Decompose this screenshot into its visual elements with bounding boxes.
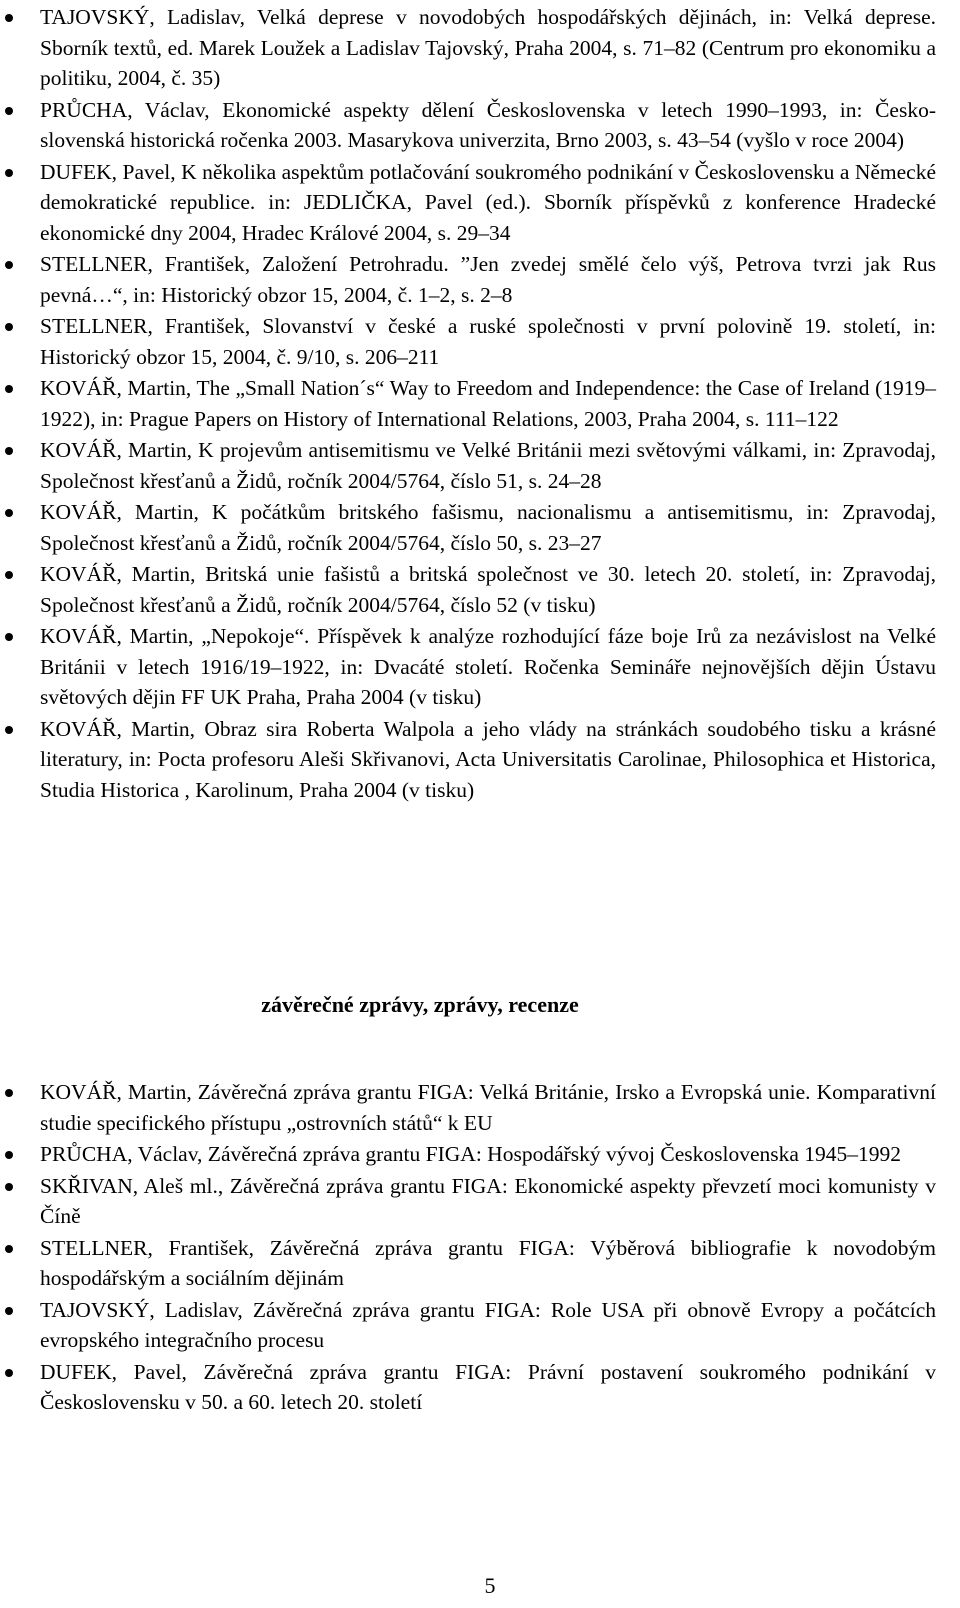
bullet-icon [5,1183,13,1191]
list-item [0,95,936,156]
list-item-text: PRŮCHA, Václav, Ekonomické aspekty dělení Československa v letech 1990–1993, in: Česko-slovenská historická ročenka 2003. Masarykova univerzita, Brno 2003, s. 43–54 (vyšlo v roce 2004) [40,97,936,152]
page-number: 5 [484,1573,496,1598]
bullet-icon [5,1089,13,1097]
list-item [0,311,936,372]
list-item-text: KOVÁŘ, Martin, K počátkům britského fašismu, nacionalismu a antisemitismu, in: Zpravodaj, Společnost křesťanů a Židů, ročník 2004/5764, číslo 50, s. 23–27 [40,500,936,555]
bullet-icon [5,385,13,393]
bullet-icon [5,509,13,517]
bullet-icon [5,1245,13,1253]
list-item [0,373,936,434]
bullet-icon [5,1369,13,1377]
bullet-icon [5,1307,13,1315]
bullet-icon [5,633,13,641]
bullet-icon [5,14,13,22]
list-item [0,1171,936,1232]
bullet-icon [5,447,13,455]
list-item [0,497,936,558]
list-item-text: SKŘIVAN, Aleš ml., Závěrečná zpráva grantu FIGA: Ekonomické aspekty převzetí moci komunisty v Číně [40,1173,936,1228]
bullet-icon [5,323,13,331]
list-item [0,714,936,806]
bullet-icon [5,169,13,177]
list-item [0,2,936,94]
list-item-text: PRŮCHA, Václav, Závěrečná zpráva grantu FIGA: Hospodářský vývoj Československa 1945–1992 [40,1142,902,1166]
list-item-text: DUFEK, Pavel, Závěrečná zpráva grantu FIGA: Právní postavení soukromého podnikání v Československu v 50. a 60. letech 20. století [40,1359,936,1414]
reports-list [0,1077,960,1419]
list-item-text: TAJOVSKÝ, Ladislav, Závěrečná zpráva grantu FIGA: Role USA při obnově Evropy a počátcích evropského integračního procesu [40,1297,936,1352]
list-item-text: STELLNER, František, Závěrečná zpráva grantu FIGA: Výběrová bibliografie k novodobým hospodářským a sociálním dějinám [40,1235,936,1290]
list-item [0,1139,936,1170]
list-item-text: KOVÁŘ, Martin, „Nepokoje“. Příspěvek k analýze rozhodující fáze boje Irů za nezávislost na Velké Británii v letech 1916/19–1922, in: Dvacáté století. Ročenka Semináře nejnovějších dějin Ústavu světových dějin FF UK Praha, Praha 2004 (v tisku) [40,624,936,709]
list-item [0,1295,936,1356]
list-item-text: DUFEK, Pavel, K několika aspektům potlačování soukromého podnikání v Československu a Německé demokratické republice. in: JEDLIČKA, Pavel (ed.). Sborník příspěvků z konference Hradecké ekonomické dny 2004, Hradec Králové 2004, s. 29–34 [40,159,936,245]
list-item-text: KOVÁŘ, Martin, Závěrečná zpráva grantu FIGA: Velká Británie, Irsko a Evropská unie. Komparativní studie specifického přístupu „ostrovních států“ k EU [40,1080,936,1135]
list-item-text: KOVÁŘ, Martin, Britská unie fašistů a britská společnost ve 30. letech 20. století, in: Zpravodaj, Společnost křesťanů a Židů, ročník 2004/5764, číslo 52 (v tisku) [40,562,936,617]
list-item [0,1357,936,1418]
list-item [0,1077,936,1138]
list-item-text: KOVÁŘ, Martin, K projevům antisemitismu ve Velké Británii mezi světovými válkami, in: Zpravodaj, Společnost křesťanů a Židů, ročník 2004/5764, číslo 51, s. 24–28 [40,438,936,493]
list-item [0,435,936,496]
list-item [0,1233,936,1294]
list-item [0,249,936,310]
publication-list [0,2,960,806]
list-item-text: KOVÁŘ, Martin, Obraz sira Roberta Walpola a jeho vlády na stránkách soudobého tisku a krásné literatury, in: Pocta profesoru Aleši Skřivanovi, Acta Universitatis Carolinae, Philosophica et Historica, Studia Historica , Karolinum, Praha 2004 (v tisku) [40,716,936,802]
bullet-icon [5,726,13,734]
bullet-icon [5,571,13,579]
list-item-text: STELLNER, František, Založení Petrohradu. ”Jen zvedej smělé čelo výš, Petrova tvrzi jak Rus pevná…“, in: Historický obzor 15, 2004, č. 1–2, s. 2–8 [40,252,936,307]
bullet-icon [5,107,13,115]
bullet-icon [5,1151,13,1159]
list-item [0,157,936,249]
list-item-text: TAJOVSKÝ, Ladislav, Velká deprese v novodobých hospodářských dějinách, in: Velká deprese. Sborník textů, ed. Marek Loužek a Ladislav Tajovský, Praha 2004, s. 71–82 (Centrum pro ekonomiku a politiku, 2004, č. 35) [40,5,936,90]
list-item-text: STELLNER, František, Slovanství v české a ruské společnosti v první polovině 19. století, in: Historický obzor 15, 2004, č. 9/10, s. 206–211 [40,314,936,369]
section-heading: závěrečné zprávy, zprávy, recenze [261,992,579,1017]
list-item-text: KOVÁŘ, Martin, The „Small Nation´s“ Way to Freedom and Independence: the Case of Ireland (1919–1922), in: Prague Papers on History of International Relations, 2003, Praha 2004, s. 111–122 [40,376,936,431]
list-item [0,559,936,620]
bullet-icon [5,261,13,269]
list-item [0,621,936,713]
